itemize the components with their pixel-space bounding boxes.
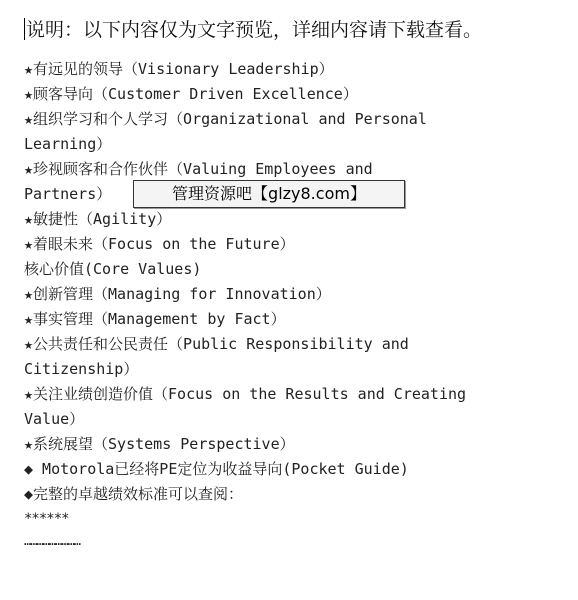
text-line-learning-continued: Learning） xyxy=(24,135,112,153)
text-line-core-values: 核心价值(Core Values) xyxy=(24,260,202,278)
text-line-valuing-employees: ★珍视顾客和合作伙伴（Valuing Employees and xyxy=(24,160,373,178)
text-line-agility: ★敏捷性（Agility） xyxy=(24,210,172,228)
text-line-public-responsibility: ★公共责任和公民责任（Public Responsibility and xyxy=(24,335,409,353)
text-line-focus-future: ★着眼未来（Focus on the Future） xyxy=(24,235,295,253)
text-line-motorola: ◆ Motorola已经将PE定位为收益导向(Pocket Guide) xyxy=(24,460,409,478)
text-line-value-continued: Value） xyxy=(24,410,85,428)
document-body xyxy=(24,57,574,557)
text-line-ellipsis: ……………………… xyxy=(24,534,81,548)
text-line-management-by-fact: ★事实管理（Management by Fact） xyxy=(24,310,286,328)
watermark-banner: 管理资源吧【glzy8.com】 xyxy=(133,180,405,208)
text-line-systems-perspective: ★系统展望（Systems Perspective） xyxy=(24,435,295,453)
text-line-organizational-learning: ★组织学习和个人学习（Organizational and Personal xyxy=(24,110,427,128)
text-line-citizenship-continued: Citizenship） xyxy=(24,360,139,378)
text-line-complete-criteria: ◆完整的卓越绩效标准可以查阅： xyxy=(24,485,244,503)
text-line-visionary-leadership: ★有远见的领导（Visionary Leadership） xyxy=(24,60,334,78)
text-line-asterisks: ****** xyxy=(24,511,69,527)
text-line-customer-driven: ★顾客导向（Customer Driven Excellence） xyxy=(24,85,358,103)
text-line-focus-results: ★关注业绩创造价值（Focus on the Results and Creating xyxy=(24,385,467,403)
text-line-managing-innovation: ★创新管理（Managing for Innovation） xyxy=(24,285,331,303)
preview-notice-text: 说明：以下内容仅为文字预览，详细内容请下载查看。 xyxy=(26,19,483,41)
text-line-partners-continued: Partners） xyxy=(24,185,112,203)
preview-notice xyxy=(0,18,578,42)
text-cursor xyxy=(24,18,25,40)
